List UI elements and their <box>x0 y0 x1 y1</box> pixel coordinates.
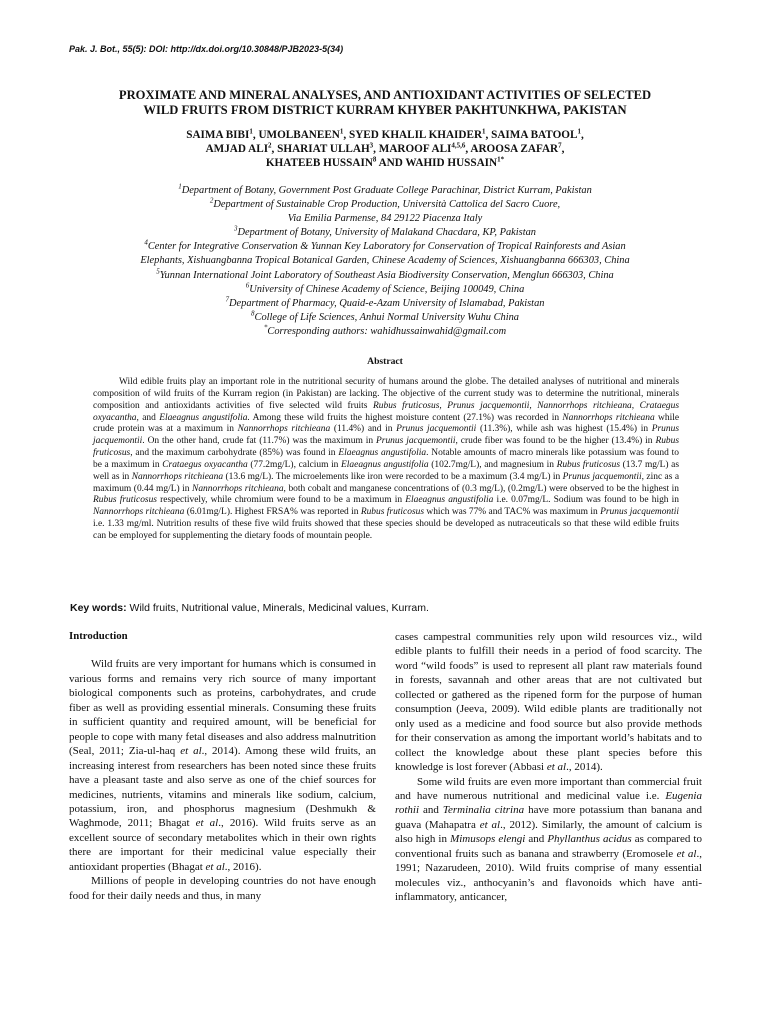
abstract-italic: Prunus jacquemontii <box>396 424 477 435</box>
abstract-italic: Rubus fruticosus <box>93 495 157 506</box>
abstract-italic: Nannorrhops ritchieana <box>93 507 185 518</box>
abstract-run: while crude protein was at a maximum in <box>93 412 680 435</box>
abstract-run: (13.7 mg/L) as well as in <box>93 459 680 482</box>
abstract-run: respectively, while chromium were found to be a maximum in <box>156 495 406 506</box>
keywords <box>70 602 700 614</box>
affiliation-text: University of Chinese Academy of Science, Beijing 100049, China <box>249 283 525 295</box>
author-separator: , <box>485 129 492 141</box>
body-run: ., 1991; Nazarudeen, 2010). Wild fruits comprise of many essential molecules viz., anthocyanin’s and flavonoids which have anti-inflammatory, anticancer, <box>395 847 702 904</box>
affiliation <box>70 198 700 212</box>
body-italic: Mimusops elengi <box>450 833 526 846</box>
author-name: KHATEEB HUSSAIN <box>265 157 373 170</box>
author-name: MAROOF ALI <box>378 143 452 156</box>
author-line <box>70 128 700 142</box>
author-affiliation-mark: 3 <box>369 141 374 150</box>
affiliation-text: Elephants, Xishuangbanna Tropical Botanical Garden, Chinese Academy of Sciences, Xishuangbanna 666303, China <box>140 255 630 267</box>
abstract-italic: Prunus jacquemontii <box>562 471 642 482</box>
body-run: Millions of people in developing countries do not have enough food for their daily needs and thus, in many <box>69 875 376 902</box>
author-separator: AND <box>376 157 406 170</box>
body-italic: et al <box>546 761 567 774</box>
affiliation-text: Corresponding authors: wahidhussainwahid@gmail.com <box>267 325 507 337</box>
author-line <box>70 156 700 170</box>
body-italic: Terminalia citrina <box>442 804 525 817</box>
affiliation-text: Department of Pharmacy, Quaid-e-Azam University of Islamabad, Pakistan <box>229 297 545 309</box>
author-separator: , <box>343 129 349 141</box>
affiliation <box>70 240 700 254</box>
body-italic: et al <box>676 847 697 860</box>
author-affiliation-mark: 7 <box>558 141 562 150</box>
affiliation-mark: 6 <box>245 281 250 290</box>
abstract-run: (11.4%) and in <box>330 424 397 435</box>
body-paragraph <box>395 775 702 905</box>
author-line <box>70 142 700 156</box>
affiliation-mark: 7 <box>225 295 230 304</box>
author-name: SAIMA BATOOL <box>491 129 578 141</box>
abstract-run: (11.3%), while ash was highest (15.4%) in <box>476 424 652 435</box>
abstract-text <box>93 377 679 543</box>
affiliation-text: Department of Sustainable Crop Production, Università Cattolica del Sacro Cuore, <box>213 199 561 211</box>
author-separator: , <box>465 143 471 156</box>
abstract-italic: Prunus jacquemontii <box>600 507 680 518</box>
affiliation-mark: 4 <box>144 238 148 247</box>
body-paragraph <box>69 657 376 874</box>
abstract-run: , crude fiber was found to be the higher (13.4%) in <box>455 436 656 447</box>
abstract-italic: Rubus fruticosus <box>93 436 680 459</box>
abstract-italic: Elaeagnus angustifolia. <box>159 412 250 423</box>
affiliation <box>70 254 700 268</box>
body-paragraph <box>69 874 376 903</box>
author-name: SHARIAT ULLAH <box>277 143 370 156</box>
author-list <box>70 128 700 171</box>
abstract-run: Among these wild fruits the highest moisture content (27.1%) was recorded in <box>249 412 563 423</box>
affiliation-mark: 8 <box>251 309 255 318</box>
abstract-run: (6.01mg/L). Highest FRSA% was reported in <box>184 507 361 518</box>
author-separator: , <box>580 129 584 141</box>
paper-title <box>50 88 720 118</box>
abstract-run: which was 77% and TAC% was maximum in <box>424 507 601 518</box>
abstract-italic: Elaeagnus angustifolia <box>405 495 494 506</box>
affiliation-list <box>70 184 700 339</box>
body-run: and <box>525 833 548 846</box>
author-affiliation-mark: 1 <box>339 127 344 136</box>
body-italic: Phyllanthus acidus <box>547 833 632 846</box>
body-run: and <box>419 804 443 817</box>
author-name: AROOSA ZAFAR <box>470 143 559 156</box>
abstract-run: , zinc as a maximum (0.44 mg/L) in <box>93 471 680 494</box>
abstract-run: (77.2mg/L), calcium in <box>247 459 342 470</box>
right-column <box>395 630 702 905</box>
affiliation-mark: 5 <box>156 267 160 276</box>
abstract-italic: Nannorrhops ritchieana <box>131 471 224 482</box>
affiliation-text: Via Emilia Parmense, 84 29122 Piacenza Italy <box>287 213 483 225</box>
abstract-run: . On the other hand, crude fat (11.7%) was the maximum in <box>142 436 376 447</box>
author-affiliation-mark: 8 <box>372 155 377 164</box>
body-run: ., 2014). Among these wild fruits, an increasing interest from researchers has been noted since these fruits have a pleasant taste and also serve as one of the chief sources for medicines, nutrients, vitamins and minerals like sodium, calcium, potassium, iron, and phosphorus magnesium (Deshmukh & Waghmode, 2011; Bhagat <box>69 745 376 830</box>
author-separator: , <box>252 129 259 141</box>
author-name: AMJAD ALI <box>205 143 269 156</box>
abstract-italic: Nannorrhops ritchieana <box>237 424 331 435</box>
affiliation <box>70 212 700 226</box>
abstract-italic: Nannorrhops ritchieana <box>562 412 655 423</box>
abstract-italic: Nannorrhops ritchieana <box>192 483 284 494</box>
abstract-italic: Crataegus oxyacantha <box>162 459 248 470</box>
abstract-run: , and the maximum carbohydrate (85%) was found in <box>130 448 339 459</box>
body-run: ., 2014). <box>566 761 603 774</box>
affiliation-text: Department of Botany, Government Post Graduate College Parachinar, District Kurram, Pakistan <box>181 185 592 196</box>
affiliation <box>70 311 700 325</box>
author-separator: , <box>373 143 379 156</box>
body-italic: Eugenia rothii <box>395 789 702 817</box>
author-name: SYED KHALIL KHAIDER <box>348 129 483 141</box>
section-heading-introduction: Introduction <box>69 630 128 642</box>
abstract-italic: Rubus fruticosus <box>360 507 425 518</box>
body-run: ., 2016). <box>224 860 262 873</box>
abstract-run: and <box>138 412 160 423</box>
body-run: ., 2016). Wild fruits serve as an excellent source of secondary metabolites which in their own rights there are important for their medicinal value especially their antioxidant properties (Bhagat <box>69 817 376 873</box>
abstract-paragraph <box>93 377 679 543</box>
author-name: UMOLBANEEN <box>258 129 340 141</box>
body-italic: et al <box>180 745 202 758</box>
author-affiliation-mark: 1 <box>577 127 581 136</box>
author-separator: , <box>271 143 278 156</box>
abstract-run: Wild edible fruits play an important role in the nutritional security of humans around the globe. The detailed analyses of nutritional and minerals composition of wild fruits of the Kurram region (in Pakistan) are lacking. The objective of the current study was to determine the nutritional, minerals composition and antioxidants activities of five selected wild fruits <box>93 377 679 411</box>
affiliation-mark: 3 <box>233 224 238 233</box>
body-run: have more potassium than banana and guava (Mahapatra <box>395 804 702 831</box>
title-line: PROXIMATE AND MINERAL ANALYSES, AND ANTIOXIDANT ACTIVITIES OF SELECTED <box>118 88 652 102</box>
abstract-italic: Rubus fruticosus, Prunus jacquemontii, Nannorrhops ritchieana, Crataegus oxyacantha, <box>93 400 679 423</box>
body-paragraph <box>395 630 702 775</box>
abstract-italic: Elaeagnus angustifolia <box>341 459 429 470</box>
affiliation <box>70 297 700 311</box>
affiliation-mark: 1 <box>178 182 182 191</box>
author-affiliation-mark: 2 <box>268 141 272 150</box>
affiliation <box>70 325 700 339</box>
author-separator: , <box>561 143 565 156</box>
author-name: SAIMA BIBI <box>186 129 250 141</box>
abstract-run: , both cobalt and manganese concentrations of (0.3 mg/L), (0.2mg/L) were observed to be the highest in <box>283 483 680 494</box>
keywords-label: Key words: <box>70 602 127 614</box>
affiliation <box>70 283 700 297</box>
affiliation-text: Center for Integrative Conservation & Yunnan Key Laboratory for Conservation of Tropical Rainforests and Asian <box>147 241 626 253</box>
affiliation <box>70 269 700 283</box>
abstract-italic: Prunus jacquemontii <box>93 424 679 447</box>
body-italic: et al <box>205 860 225 873</box>
abstract-run: i.e. 1.33 mg/ml. Nutrition results of these five wild fruits showed that these species should be developed as nutraceuticals so that these wild edible fruits can be employed for supplementing the dietary foods of mountain people. <box>93 519 679 541</box>
affiliation <box>70 226 700 240</box>
body-run: Some wild fruits are even more important than commercial fruit and have numerous nutritional and medicinal value i.e. <box>395 775 702 802</box>
affiliation-mark: 2 <box>209 196 214 205</box>
abstract-run: . Notable amounts of macro minerals like potassium was found to be a maximum in <box>93 448 679 470</box>
body-italic: et al <box>479 818 501 831</box>
author-affiliation-mark: 1* <box>497 155 505 164</box>
abstract-run: i.e. 0.07mg/L. Sodium was found to be high in <box>493 495 680 506</box>
affiliation <box>70 184 700 198</box>
abstract-run: (13.6 mg/L). The microelements like iron were recorded to be a maximum (3.4 mg/L) in <box>223 471 563 482</box>
keywords-text: Wild fruits, Nutritional value, Minerals, Medicinal values, Kurram. <box>129 602 429 614</box>
author-name: WAHID HUSSAIN <box>405 157 498 170</box>
abstract-italic: Elaeagnus angustifolia <box>338 448 427 459</box>
title-line: WILD FRUITS FROM DISTRICT KURRAM KHYBER PAKHTUNKHWA, PAKISTAN <box>143 103 627 117</box>
body-run: ., 2012). Similarly, the amount of calcium is also high in <box>395 818 702 846</box>
body-run: as compared to conventional fruits such as banana and strawberry (Eromosele <box>395 833 702 860</box>
affiliation-mark: * <box>263 323 268 332</box>
author-affiliation-mark: 1 <box>249 127 253 136</box>
affiliation-text: Yunnan International Joint Laboratory of Southeast Asia Biodiversity Conservation, Menglun 666303, China <box>159 269 614 281</box>
body-run: cases campestral communities rely upon wild resources viz., wild edible plants to fulfill their needs in a period of food scarcity. The word “wild foods” is used to represent all plant raw materials found in forests, savannah and other areas that are not cultivated but collected or gathered as the ripened form for the purpose of human consumption (Jeeva, 2009). Wild edible plants are traditionally not only used as a medicine and food source but also provide methods for their conservation as among the important world’s habitats and to collect the knowledge about these plant species before this knowledge is lost forever (Abbasi <box>395 631 702 774</box>
abstract-italic: Rubus fruticosus <box>556 459 621 470</box>
author-affiliation-mark: 1 <box>482 127 486 136</box>
abstract-run: (102.7mg/L), and magnesium in <box>428 459 557 470</box>
body-run: Wild fruits are very important for humans which is consumed in various forms and remains very rich source of many important biological components such as proteins, carbohydrates, and crude fiber as well as providing essential minerals. Consuming these fruits in sufficient quantity and required amount, will be beneficial for people to cope with many fetal diseases and also address malnutrition (Seal, 2011; Zia-ul-haq <box>69 658 376 758</box>
abstract-heading: Abstract <box>367 356 403 367</box>
affiliation-text: College of Life Sciences, Anhui Normal University Wuhu China <box>254 311 519 323</box>
left-column <box>69 629 376 903</box>
author-affiliation-mark: 4,5,6 <box>451 141 466 150</box>
affiliation-text: Department of Botany, University of Malakand Chacdara, KP, Pakistan <box>237 227 536 239</box>
abstract-italic: Prunus jacquemontii <box>376 436 456 447</box>
body-italic: et al <box>195 817 219 830</box>
journal-reference: Pak. J. Bot., 55(5): DOI: http://dx.doi.org/10.30848/PJB2023-5(34) <box>69 44 344 54</box>
